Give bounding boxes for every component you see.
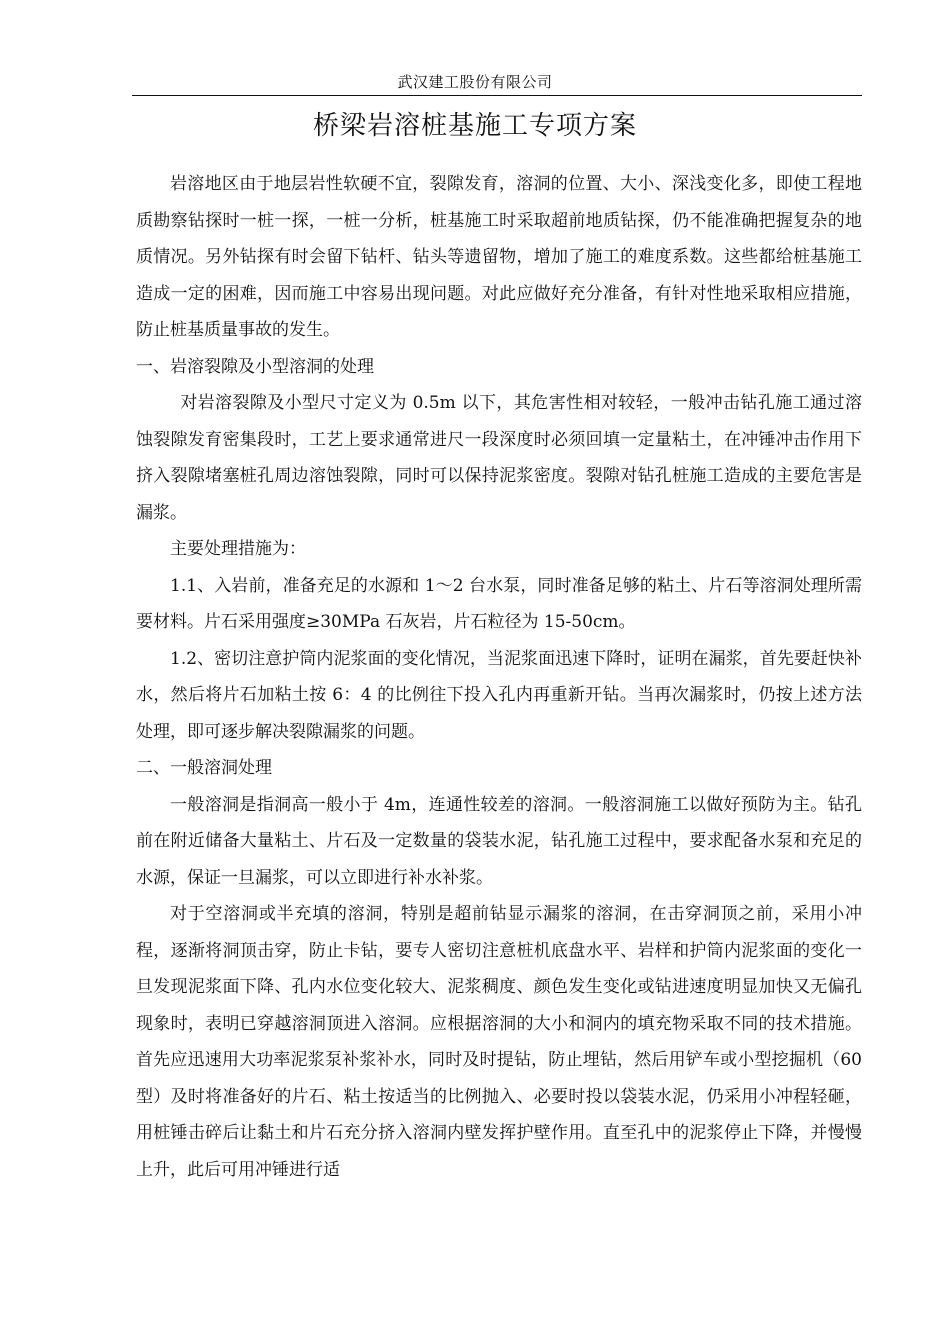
section1-paragraph-1: 对岩溶裂隙及小型尺寸定义为 0.5m 以下，其危害性相对较轻，一般冲击钻孔施工通过溶蚀裂隙发育密集段时，工艺上要求通常进尺一段深度时必须回填一定量粘土，在冲锤冲击作用下挤入裂隙堵塞桩孔周边溶蚀裂隙，同时可以保持泥浆密度。裂隙对钻孔桩施工造成的主要危害是漏浆。 bbox=[136, 393, 862, 523]
section-heading-1: 一、岩溶裂隙及小型溶洞的处理 bbox=[136, 356, 374, 377]
section2-paragraph-1: 一般溶洞是指洞高一般小于 4m，连通性较差的溶洞。一般溶洞施工以做好预防为主。钻孔前在附近储备大量粘土、片石及一定数量的袋装水泥，钻孔施工过程中，要求配备水泵和充足的水源，保证一旦漏浆，可以立即进行补水补浆。 bbox=[136, 794, 862, 888]
section1-paragraph-4: 1.2、密切注意护筒内泥浆面的变化情况，当泥浆面迅速下降时，证明在漏浆，首先要赶快补水，然后将片石加粘土按 6：4 的比例往下投入孔内再重新开钻。当再次漏浆时，仍按上述方法处理，即可逐步解决裂隙漏浆的问题。 bbox=[136, 648, 862, 742]
document-body bbox=[136, 166, 862, 1188]
section1-paragraph-2: 主要处理措施为： bbox=[170, 539, 306, 559]
section1-paragraph-3: 1.1、入岩前，准备充足的水源和 1～2 台水泵，同时准备足够的粘土、片石等溶洞处理所需要材料。片石采用强度≥30MPa 石灰岩，片石粒径为 15-50cm。 bbox=[136, 575, 862, 632]
header-divider bbox=[132, 95, 862, 96]
intro-paragraph: 岩溶地区由于地层岩性软硬不宜，裂隙发育，溶洞的位置、大小、深浅变化多，即使工程地质勘察钻探时一桩一探，一桩一分析，桩基施工时采取超前地质钻探，仍不能准确把握复杂的地质情况。另外钻探有时会留下钻杆、钻头等遗留物，增加了施工的难度系数。这些都给桩基施工造成一定的困难，因而施工中容易出现问题。对此应做好充分准备，有针对性地采取相应措施，防止桩基质量事故的发生。 bbox=[136, 174, 862, 340]
section-heading-2: 二、一般溶洞处理 bbox=[136, 758, 272, 778]
page-header-company: 武汉建工股份有限公司 bbox=[397, 73, 553, 91]
document-title: 桥梁岩溶桩基施工专项方案 bbox=[312, 111, 637, 141]
section2-paragraph-2: 对于空溶洞或半充填的溶洞，特别是超前钻显示漏浆的溶洞，在击穿洞顶之前，采用小冲程，逐渐将洞顶击穿，防止卡钻，要专人密切注意桩机底盘水平、岩样和护筒内泥浆面的变化一旦发现泥浆面下降、孔内水位变化较大、泥浆稠度、颜色发生变化或钻进速度明显加快又无偏孔现象时，表明已穿越溶洞顶进入溶洞。应根据溶洞的大小和洞内的填充物采取不同的技术措施。首先应迅速用大功率泥浆泵补浆补水，同时及时提钻，防止埋钻，然后用铲车或小型挖掘机（60 型）及时将准备好的片石、粘土按适当的比例抛入、必要时投以袋装水泥，仍采用小冲程轻砸，用桩锤击碎后让黏土和片石充分挤入溶洞内壁发挥护壁作用。直至孔中的泥浆停止下降，并慢慢上升，此后可用冲锤进行适 bbox=[136, 904, 862, 1180]
